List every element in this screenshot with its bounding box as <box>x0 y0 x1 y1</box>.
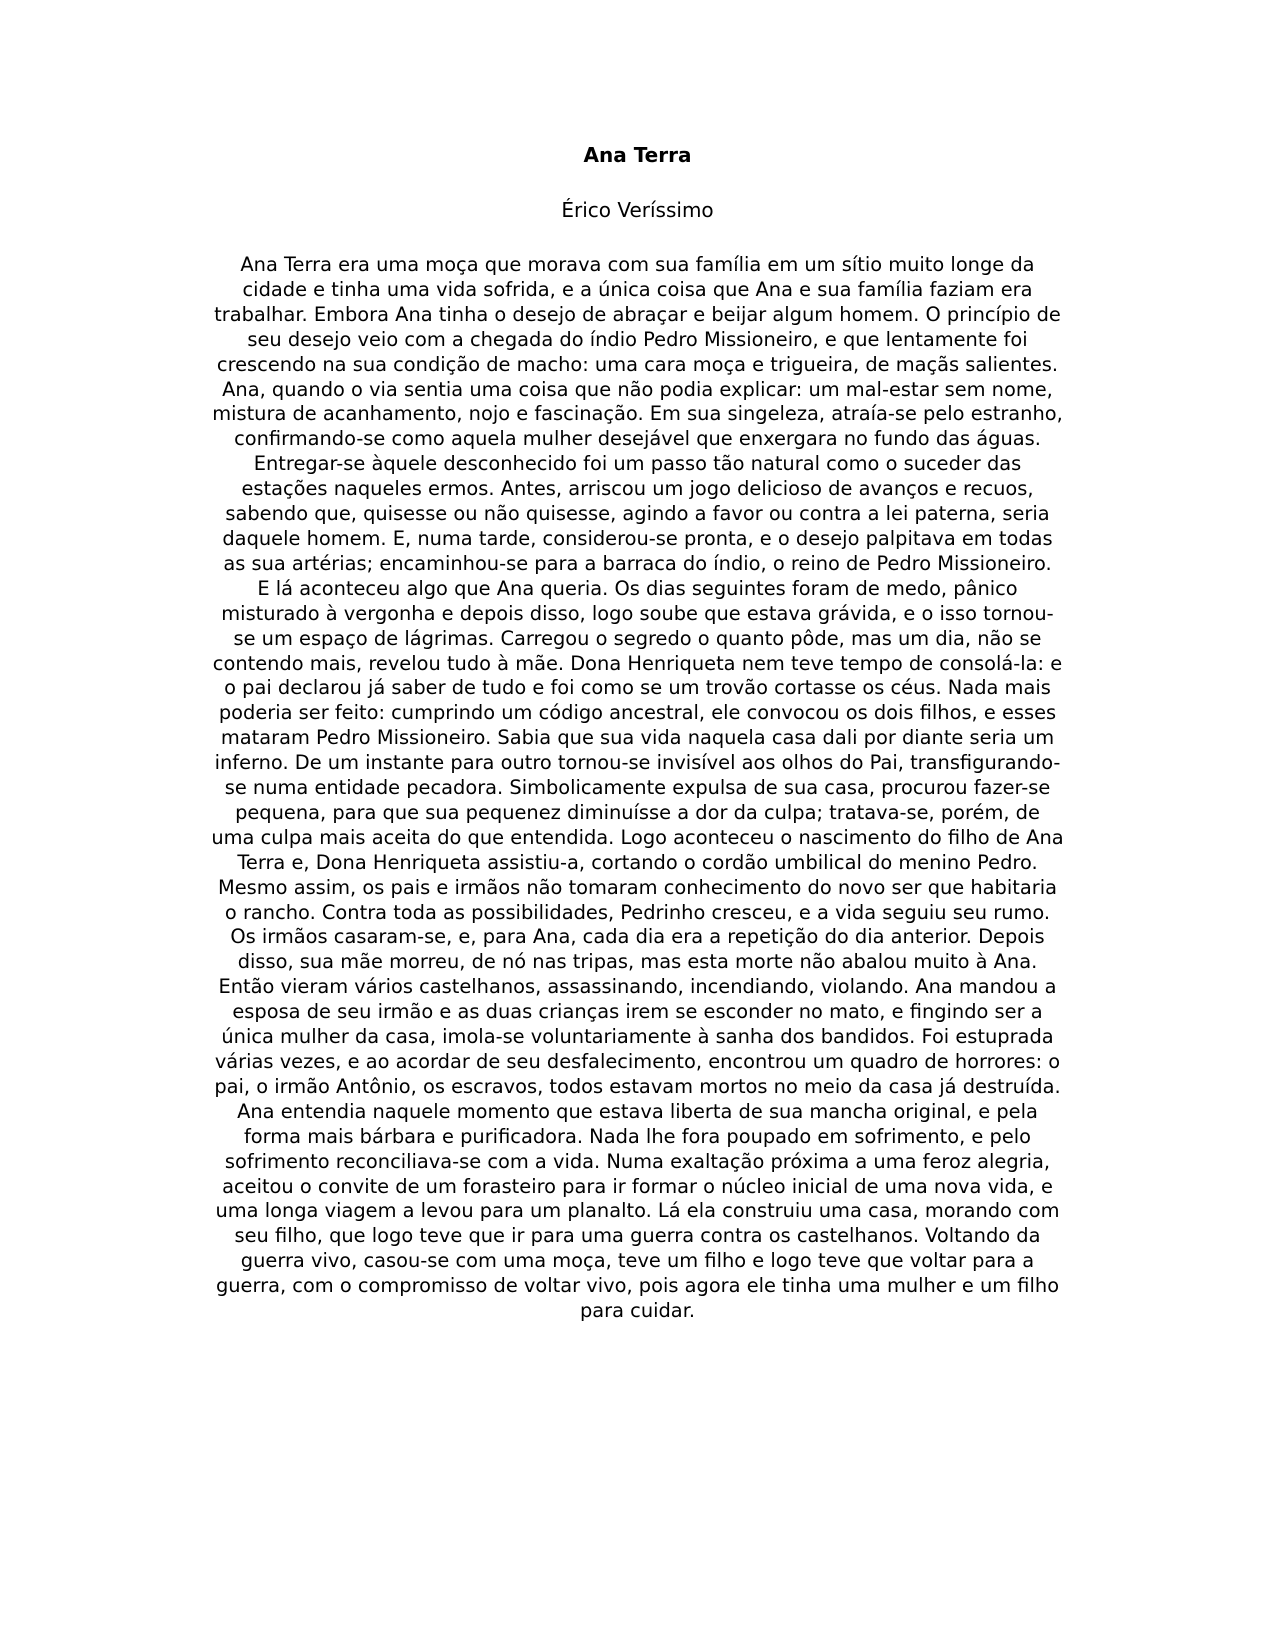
body-line: se um espaço de lágrimas. Carregou o segredo o quanto pôde, mas um dia, não se <box>233 626 1042 650</box>
body-line: Ana, quando o via sentia uma coisa que não podia explicar: um mal-estar sem nome, <box>222 377 1053 401</box>
body-line: Mesmo assim, os pais e irmãos não tomaram conhecimento do novo ser que habitaria <box>218 875 1057 899</box>
body-line: Entregar-se àquele desconhecido foi um passo tão natural como o suceder das <box>253 452 1022 476</box>
body-line: Então vieram vários castelhanos, assassinando, incendiando, violando. Ana mandou a <box>218 975 1057 999</box>
document-title: Ana Terra <box>583 143 692 167</box>
body-line: Ana entendia naquele momento que estava liberta de sua mancha original, e pela <box>237 1099 1038 1123</box>
body-line: mataram Pedro Missioneiro. Sabia que sua vida naquela casa dali por diante seria um <box>220 726 1055 750</box>
body-line: trabalhar. Embora Ana tinha o desejo de abraçar e beijar algum homem. O princípio de <box>214 302 1061 326</box>
body-line: cidade e tinha uma vida sofrida, e a única coisa que Ana e sua família faziam era <box>242 277 1033 301</box>
body-line: forma mais bárbara e purificadora. Nada lhe fora poupado em sofrimento, e pelo <box>243 1124 1032 1148</box>
body-line: crescendo na sua condição de macho: uma cara moça e trigueira, de maçãs salientes. <box>216 352 1059 376</box>
body-line: contendo mais, revelou tudo à mãe. Dona Henriqueta nem teve tempo de consolá-la: e <box>212 651 1063 675</box>
body-line: misturado à vergonha e depois disso, logo soube que estava grávida, e o isso tornou- <box>221 601 1054 625</box>
body-line: aceitou o convite de um forasteiro para ir formar o núcleo inicial de uma nova vida, e <box>222 1174 1053 1198</box>
body-line: poderia ser feito: cumprindo um código ancestral, ele convocou os dois filhos, e esses <box>218 701 1057 725</box>
body-line: várias vezes, e ao acordar de seu desfalecimento, encontrou um quadro de horrores: o <box>214 1050 1061 1073</box>
body-line: uma culpa mais aceita do que entendida. Logo aconteceu o nascimento do filho de Ana <box>211 825 1064 849</box>
body-line: seu desejo veio com a chegada do índio Pedro Missioneiro, e que lentamente foi <box>247 327 1028 351</box>
body-line: esposa de seu irmão e as duas crianças irem se esconder no mato, e fingindo ser a <box>232 1000 1043 1024</box>
body-line: única mulher da casa, imola-se voluntariamente à sanha dos bandidos. Foi estuprada <box>221 1025 1054 1049</box>
body-line: inferno. De um instante para outro tornou-se invisível aos olhos do Pai, transfigurando- <box>214 751 1061 775</box>
body-line: sofrimento reconciliava-se com a vida. Numa exaltação próxima a uma feroz alegria, <box>224 1149 1051 1173</box>
body-line: E lá aconteceu algo que Ana queria. Os dias seguintes foram de medo, pânico <box>257 576 1018 600</box>
body-line: seu filho, que logo teve que ir para uma guerra contra os castelhanos. Voltando da <box>234 1224 1041 1248</box>
body-line: mistura de acanhamento, nojo e fascinação. Em sua singeleza, atraía-se pelo estranho, <box>212 402 1063 426</box>
document-body <box>170 253 1105 1324</box>
body-line: pequena, para que sua pequenez diminuísse a dor da culpa; tratava-se, porém, de <box>235 800 1040 824</box>
body-line: estações naqueles ermos. Antes, arriscou um jogo delicioso de avanços e recuos, <box>241 477 1034 501</box>
body-line: uma longa viagem a levou para um planalto. Lá ela construiu uma casa, morando com <box>215 1199 1060 1223</box>
body-line: o pai declarou já saber de tudo e foi como se um trovão cortasse os céus. Nada mais <box>224 676 1051 700</box>
document-author: Érico Veríssimo <box>561 198 714 222</box>
body-line: disso, sua mãe morreu, de nó nas tripas, mas esta morte não abalou muito à Ana. <box>237 950 1038 974</box>
body-line: guerra, com o compromisso de voltar vivo, pois agora ele tinha uma mulher e um filho <box>215 1274 1060 1298</box>
body-line: confirmando-se como aquela mulher desejável que enxergara no fundo das águas. <box>234 427 1041 451</box>
body-line: daquele homem. E, numa tarde, considerou-se pronta, e o desejo palpitava em todas <box>222 526 1053 550</box>
body-line: pai, o irmão Antônio, os escravos, todos estavam mortos no meio da casa já destruída. <box>214 1074 1061 1098</box>
body-line: as sua artérias; encaminhou-se para a barraca do índio, o reino de Pedro Missioneiro. <box>223 551 1052 575</box>
body-line: Os irmãos casaram-se, e, para Ana, cada dia era a repetição do dia anterior. Depois <box>230 925 1045 949</box>
body-line: o rancho. Contra toda as possibilidades, Pedrinho cresceu, e a vida seguiu seu rumo. <box>224 900 1051 924</box>
body-line: se numa entidade pecadora. Simbolicamente expulsa de sua casa, procurou fazer-se <box>224 776 1051 800</box>
body-line: Terra e, Dona Henriqueta assistiu-a, cortando o cordão umbilical do menino Pedro. <box>237 850 1038 874</box>
body-line: Ana Terra era uma moça que morava com sua família em um sítio muito longe da <box>240 253 1035 276</box>
body-line: sabendo que, quisesse ou não quisesse, agindo a favor ou contra a lei paterna, seria <box>225 502 1050 526</box>
body-line: guerra vivo, casou-se com uma moça, teve um filho e logo teve que voltar para a <box>240 1249 1035 1273</box>
body-line: para cuidar. <box>579 1299 696 1323</box>
